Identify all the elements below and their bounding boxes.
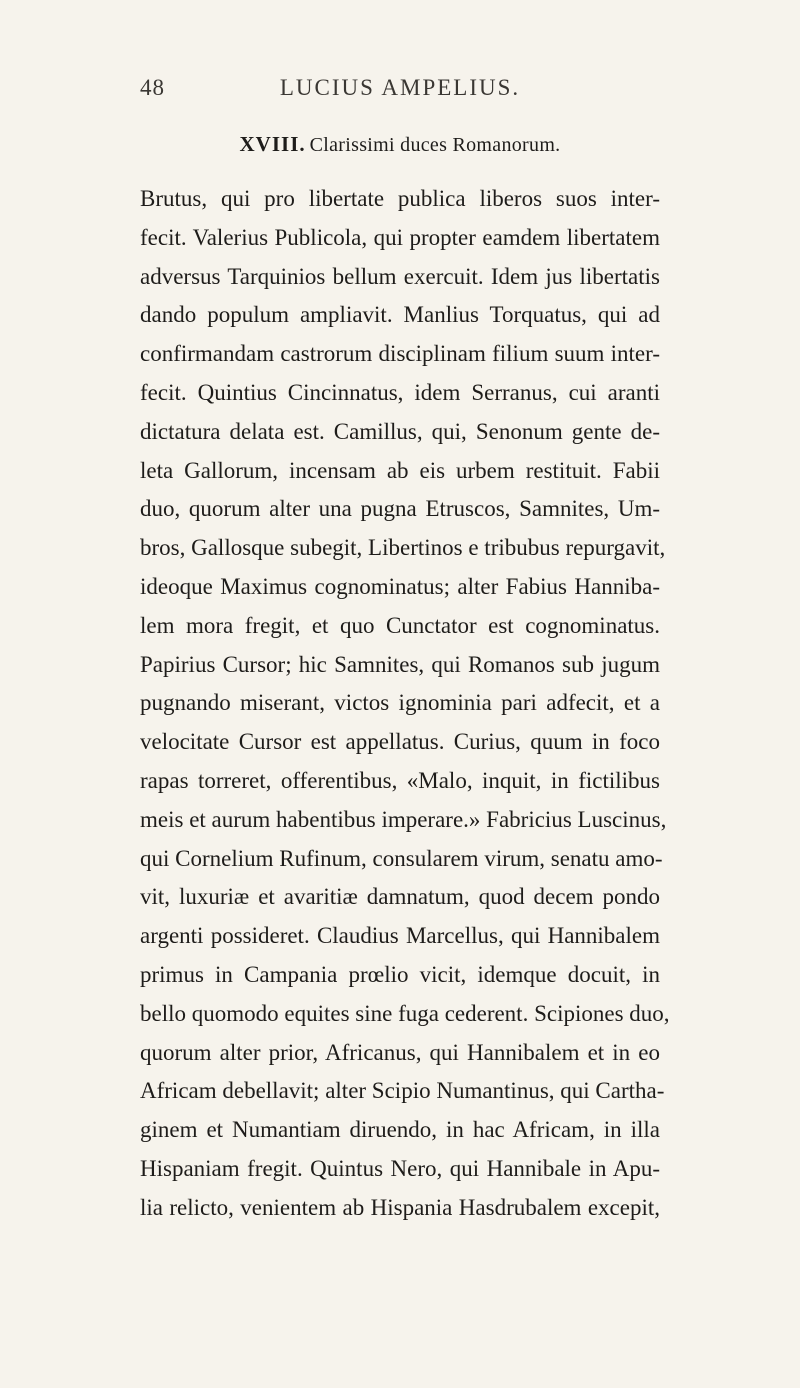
text-line: Brutus, qui pro libertate publica liberos suos inter- [140, 186, 660, 211]
text-line: Africam debellavit; alter Scipio Numantinus, qui Cartha- [140, 1078, 665, 1104]
text-line: adversus Tarquinios bellum exercuit. Idem jus libertatis [140, 263, 660, 289]
text-line: argenti possideret. Claudius Marcellus, qui Hannibalem [140, 923, 660, 949]
running-head [0, 75, 800, 115]
text-line: pugnando miserant, victos ignominia pari adfecit, et a [140, 690, 660, 716]
text-line: confirmandam castrorum disciplinam filium suum inter- [140, 341, 660, 367]
body-text [140, 180, 670, 1228]
text-line: meis et aurum habentibus imperare.» Fabricius Luscinus, [140, 806, 667, 832]
page-number: 48 [140, 75, 165, 100]
section-heading [0, 132, 800, 157]
text-line: Papirius Cursor; hic Samnites, qui Romanos sub jugum [140, 651, 660, 677]
text-line: bello quomodo equites sine fuga cederent. Scipiones duo, [140, 1000, 670, 1026]
text-line: vit, luxuriæ et avaritiæ damnatum, quod decem pondo [140, 884, 660, 910]
section-title: Clarissimi duces Romanorum. [309, 134, 561, 156]
text-line: leta Gallorum, incensam ab eis urbem restituit. Fabii [140, 457, 660, 483]
text-line: rapas torreret, offerentibus, «Malo, inquit, in fictilibus [140, 767, 660, 793]
text-line: lia relicto, venientem ab Hispania Hasdrubalem excepit, [140, 1194, 660, 1220]
text-line: ideoque Maximus cognominatus; alter Fabius Hanniba- [140, 573, 660, 599]
text-line: dando populum ampliavit. Manlius Torquatus, qui ad [140, 302, 660, 328]
text-line: fecit. Quintius Cincinnatus, idem Serranus, cui aranti [140, 379, 660, 405]
text-line: bros, Gallosque subegit, Libertinos e tribubus repurgavit, [140, 535, 666, 561]
text-line: Hispaniam fregit. Quintus Nero, qui Hannibale in Apu- [140, 1155, 660, 1181]
text-line: velocitate Cursor est appellatus. Curius, quum in foco [140, 729, 660, 755]
text-line: primus in Campania prœlio vicit, idemque docuit, in [140, 961, 660, 987]
section-number: XVIII. [239, 132, 306, 156]
text-line: duo, quorum alter una pugna Etruscos, Samnites, Um- [140, 496, 660, 522]
text-line: ginem et Numantiam diruendo, in hac Africam, in illa [140, 1117, 660, 1143]
text-line: dictatura delata est. Camillus, qui, Senonum gente de- [140, 418, 660, 444]
text-line: quorum alter prior, Africanus, qui Hannibalem et in eo [140, 1039, 660, 1065]
running-title: LUCIUS AMPELIUS. [279, 75, 521, 100]
text-line: qui Cornelium Rufinum, consularem virum, senatu amo- [140, 845, 663, 871]
text-line: fecit. Valerius Publicola, qui propter eamdem libertatem [140, 224, 660, 250]
text-line: lem mora fregit, et quo Cunctator est cognominatus. [140, 612, 660, 638]
